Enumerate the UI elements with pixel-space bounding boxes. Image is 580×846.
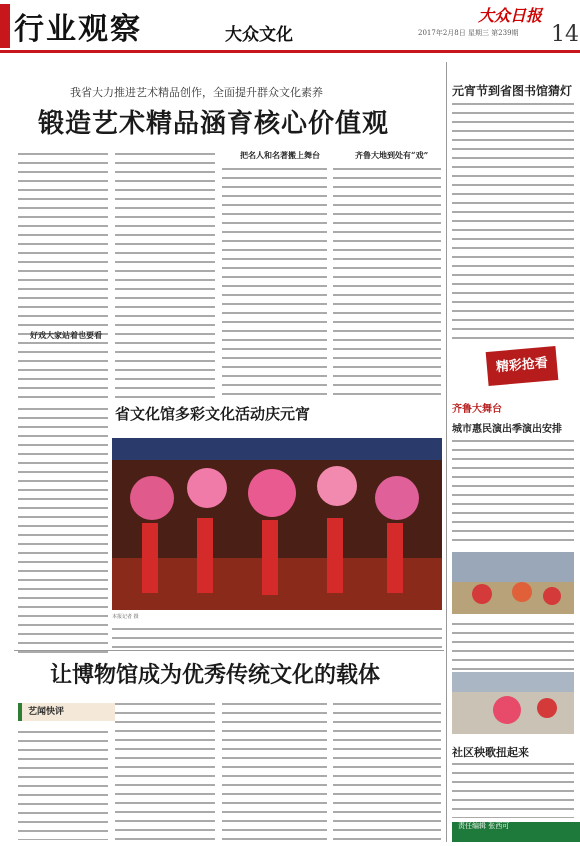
middle-tail [112,625,442,650]
issue-info: 2017年2月8日 星期三 第239期 [418,29,519,37]
col-head-2: 齐鲁大地到处有“戏” [355,150,429,160]
lantern-text [452,100,574,340]
middle-title: 省文化馆多彩文化活动庆元宵 [115,405,311,423]
sidebar-divider [446,62,447,842]
photo-caption: 本报记者 摄 [112,614,139,620]
bottom-col-3 [222,700,327,840]
lantern-title: 元宵节到省图书馆猜灯 [452,84,573,98]
bottom-col-2 [115,700,215,840]
yangge-text-2 [452,760,574,818]
lead-intro: 我省大力推进艺术精品创作，全面提升群众文化素养 [70,86,323,99]
editor-credit: 责任编辑 张西可 [452,822,580,842]
col-head-1: 把名人和名著搬上舞台 [240,150,320,160]
lead-col-4 [333,165,441,397]
lead-subhead: 好戏大家站着也要看 [30,330,102,340]
yangge-photo [452,552,574,614]
page-number: 14 [551,22,579,47]
yangge-title: 社区秧歌扭起来 [452,746,529,759]
middle-col-1 [18,405,108,655]
stage-schedule [452,437,574,547]
yangge-text-1 [452,620,574,670]
lead-title: 锻造艺术精品涵育核心价值观 [38,109,390,139]
lead-col-2 [115,150,215,398]
section-subtitle: 大众文化 [225,25,293,45]
section-banner: 精彩抢看 [486,346,559,386]
masthead-accent [0,4,10,48]
yangge-photo-2 [452,672,574,734]
masthead-rule [0,50,580,53]
stage-head: 齐鲁大舞台 [452,404,502,415]
column-label: 艺闻快评 [18,703,118,721]
bottom-title: 让博物馆成为优秀传统文化的载体 [50,662,381,688]
bottom-col-4 [333,700,441,840]
bottom-col-1 [18,728,108,840]
divider [14,650,444,651]
performance-photo [112,438,442,610]
section-title: 行业观察 [14,12,142,47]
newspaper-logo: 大众日报 [478,6,543,25]
lead-col-3 [222,165,327,397]
lead-col-1 [18,150,108,400]
stage-title: 城市惠民演出季演出安排 [452,424,562,435]
